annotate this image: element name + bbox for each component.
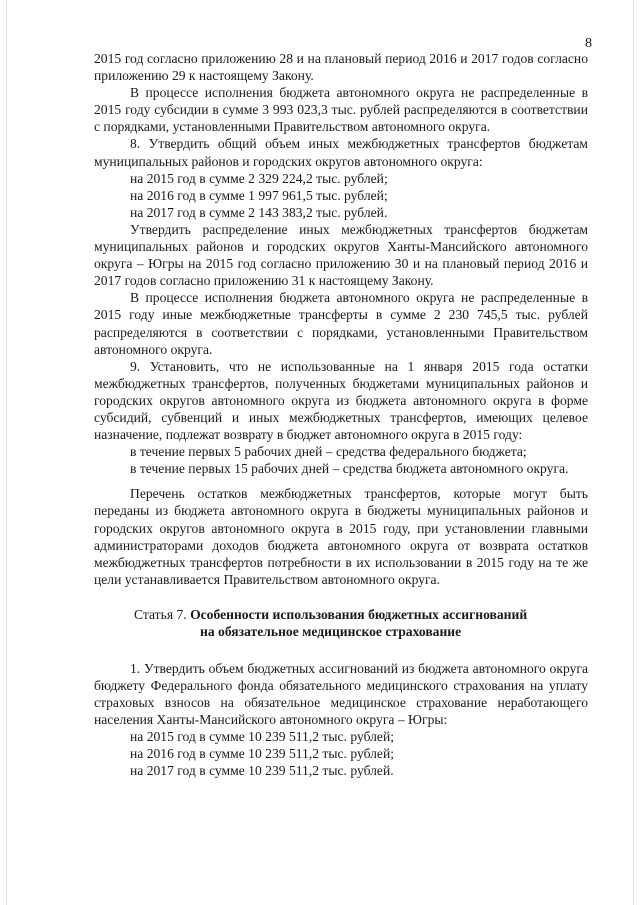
amount-line-2016: на 2016 год в сумме 1 997 961,5 тыс. рублей;	[130, 187, 388, 203]
paragraph-federal-funds-deadline: в течение первых 5 рабочих дней – средства федерального бюджета;	[130, 444, 527, 460]
document-body	[94, 50, 588, 780]
paragraph-article-item-1: 1. Утвердить объем бюджетных ассигнований из бюджета автономного округа бюджету Федерального фонда обязательного медицинского страхования на уплату страховых взносов на обязательное медицинское страхование неработающего населения Ханты-Мансийского автономного округа – Югры:	[94, 660, 588, 728]
article-heading	[94, 606, 588, 640]
article-title-line1: Особенности использования бюджетных ассигнований	[190, 606, 528, 622]
paragraph-item-9: 9. Установить, что не использованные на 1 января 2015 года остатки межбюджетных трансфертов, полученных бюджетами муниципальных районов и городских округов автономного округа из бюджета автономного округа в форме субсидий, субвенций и иных межбюджетных трансфертов, имеющих целевое назначение, подлежат возврату в бюджет автономного округа в 2015 году:	[94, 358, 588, 443]
article-label: Статья 7.	[134, 606, 187, 622]
paragraph-subsidies-distribution: В процессе исполнения бюджета автономного округа не распределенные в 2015 году субсидии в сумме 3 993 023,3 тыс. рублей распределяются в соответствии с порядками, установленными Правительством автономного округа.	[94, 85, 588, 135]
scan-edge-right	[633, 0, 634, 905]
paragraph-continuation: 2015 год согласно приложению 28 и на плановый период 2016 и 2017 годов согласно приложению 29 к настоящему Закону.	[94, 51, 588, 84]
page-number: 8	[585, 36, 592, 51]
amount-line-2015: на 2015 год в сумме 2 329 224,2 тыс. рублей;	[130, 170, 388, 186]
paragraph-district-funds-deadline: в течение первых 15 рабочих дней – средства бюджета автономного округа.	[130, 461, 569, 477]
paragraph-remaining-transfers-list: Перечень остатков межбюджетных трансфертов, которые могут быть переданы из бюджета автономного округа в бюджеты муниципальных районов и городских округов автономного округа в 2015 году, при установлении главными администраторами доходов бюджета автономного округа от возврата остатков межбюджетных трансфертов потребности в их использовании в 2015 году на те же цели устанавливается Правительством автономного округа.	[94, 486, 588, 587]
scan-edge-left	[6, 0, 7, 905]
paragraph-item-8: 8. Утвердить общий объем иных межбюджетных трансфертов бюджетам муниципальных районов и городских округов автономного округа:	[94, 136, 588, 169]
insurance-amount-2017: на 2017 год в сумме 10 239 511,2 тыс. рублей.	[130, 763, 394, 779]
paragraph-undistributed-transfers: В процессе исполнения бюджета автономного округа не распределенные в 2015 году иные межбюджетные трансферты в сумме 2 230 745,5 тыс. рублей распределяются в соответствии с порядками, установленными Правительством автономного округа.	[94, 290, 588, 357]
insurance-amount-2015: на 2015 год в сумме 10 239 511,2 тыс. рублей;	[130, 729, 395, 745]
amount-line-2017: на 2017 год в сумме 2 143 383,2 тыс. рублей.	[130, 204, 388, 220]
insurance-amount-2016: на 2016 год в сумме 10 239 511,2 тыс. рублей;	[130, 746, 395, 762]
paragraph-distribution-approval: Утвердить распределение иных межбюджетных трансфертов бюджетам муниципальных районов и городских округов Ханты-Мансийского автономного округа – Югры на 2015 год согласно приложению 30 и на плановый период 2016 и 2017 годов согласно приложению 31 к настоящему Закону.	[94, 221, 588, 289]
article-title-line2: на обязательное медицинское страхование	[200, 623, 462, 639]
